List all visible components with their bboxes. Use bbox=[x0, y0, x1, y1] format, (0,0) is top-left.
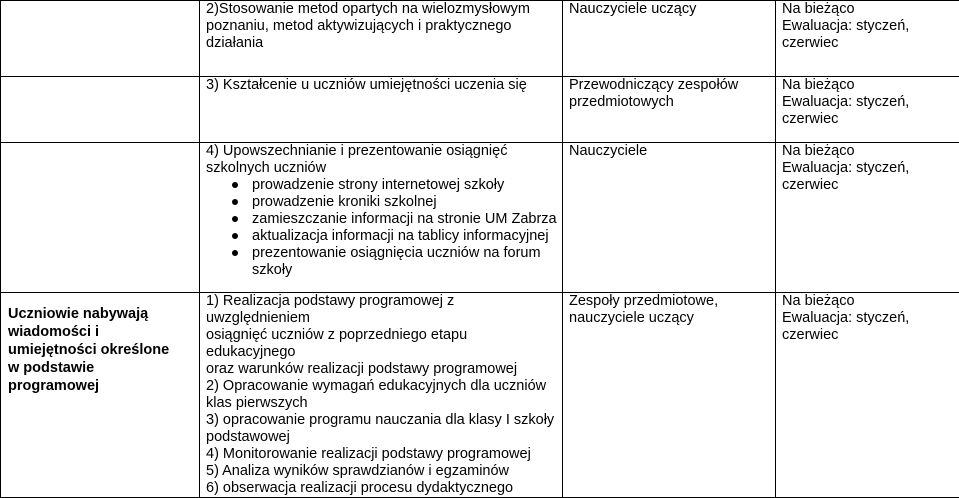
task-text: 6) obserwacja realizacji procesu dydaktycznego bbox=[206, 480, 558, 497]
table-row bbox=[1, 143, 959, 293]
responsible-text: nauczyciele uczący bbox=[569, 310, 771, 327]
deadline-text: Na bieżąco bbox=[782, 77, 958, 94]
task-text: 4) Upowszechnianie i prezentowanie osiągnięć bbox=[206, 143, 558, 160]
task-cell bbox=[200, 293, 563, 498]
deadline-text: czerwiec bbox=[782, 327, 958, 344]
list-item: prezentowanie osiągnięcia uczniów na forum szkoły bbox=[232, 245, 558, 279]
task-text: poznaniu, metod aktywizujących i praktycznego bbox=[206, 18, 558, 35]
deadline-text: czerwiec bbox=[782, 177, 958, 194]
task-text: oraz warunków realizacji podstawy programowej bbox=[206, 361, 558, 378]
deadline-cell bbox=[776, 77, 959, 143]
area-cell bbox=[1, 77, 200, 143]
bullet-icon bbox=[232, 216, 238, 222]
task-text: 4) Monitorowanie realizacji podstawy programowej bbox=[206, 446, 558, 463]
responsible-text: Zespoły przedmiotowe, bbox=[569, 293, 771, 310]
responsible-text: Nauczyciele bbox=[569, 143, 771, 160]
area-label: Uczniowie nabywają wiadomości i umiejętności określone w podstawie programowej bbox=[1, 293, 199, 395]
task-cell bbox=[200, 77, 563, 143]
responsible-cell bbox=[563, 293, 776, 498]
deadline-cell bbox=[776, 143, 959, 293]
responsible-cell bbox=[563, 1, 776, 77]
task-text: osiągnięć uczniów z poprzedniego etapu edukacyjnego bbox=[206, 327, 558, 361]
deadline-text: czerwiec bbox=[782, 111, 958, 128]
deadline-text: Ewaluacja: styczeń, bbox=[782, 18, 958, 35]
task-text: podstawowej bbox=[206, 429, 558, 446]
list-item: prowadzenie strony internetowej szkoły bbox=[232, 177, 558, 194]
task-cell bbox=[200, 1, 563, 77]
task-text: 2) Opracowanie wymagań edukacyjnych dla uczniów bbox=[206, 378, 558, 395]
deadline-text: Na bieżąco bbox=[782, 293, 958, 310]
task-cell bbox=[200, 143, 563, 293]
list-item: zamieszczanie informacji na stronie UM Zabrza bbox=[232, 211, 558, 228]
deadline-text: Na bieżąco bbox=[782, 143, 958, 160]
table-row bbox=[1, 293, 959, 498]
task-text: 3) opracowanie programu nauczania dla klasy I szkoły bbox=[206, 412, 558, 429]
responsible-cell bbox=[563, 143, 776, 293]
responsible-cell bbox=[563, 77, 776, 143]
deadline-text: Ewaluacja: styczeń, bbox=[782, 94, 958, 111]
task-text: 5) Analiza wyników sprawdzianów i egzaminów bbox=[206, 463, 558, 480]
deadline-text: Na bieżąco bbox=[782, 1, 958, 18]
deadline-text: Ewaluacja: styczeń, bbox=[782, 160, 958, 177]
deadline-cell bbox=[776, 1, 959, 77]
area-cell bbox=[1, 143, 200, 293]
area-cell bbox=[1, 293, 200, 498]
deadline-text: czerwiec bbox=[782, 35, 958, 52]
task-text: klas pierwszych bbox=[206, 395, 558, 412]
bullet-icon bbox=[232, 250, 238, 256]
task-text: 1) Realizacja podstawy programowej z uwzględnieniem bbox=[206, 293, 558, 327]
responsible-text: Nauczyciele uczący bbox=[569, 1, 771, 18]
area-cell bbox=[1, 1, 200, 77]
bullet-icon bbox=[232, 199, 238, 205]
list-item: aktualizacja informacji na tablicy informacyjnej bbox=[232, 228, 558, 245]
deadline-text: Ewaluacja: styczeń, bbox=[782, 310, 958, 327]
list-item: prowadzenie kroniki szkolnej bbox=[232, 194, 558, 211]
responsible-text: przedmiotowych bbox=[569, 94, 771, 111]
task-text: 2)Stosowanie metod opartych na wielozmysłowym bbox=[206, 1, 558, 18]
task-text: 3) Kształcenie u uczniów umiejętności uczenia się bbox=[206, 77, 558, 94]
bullet-list bbox=[206, 177, 558, 279]
table-row bbox=[1, 77, 959, 143]
bullet-icon bbox=[232, 182, 238, 188]
task-text: szkolnych uczniów bbox=[206, 160, 558, 177]
task-text: działania bbox=[206, 35, 558, 52]
deadline-cell bbox=[776, 293, 959, 498]
responsible-text: Przewodniczący zespołów bbox=[569, 77, 771, 94]
table-row bbox=[1, 1, 959, 77]
bullet-icon bbox=[232, 233, 238, 239]
